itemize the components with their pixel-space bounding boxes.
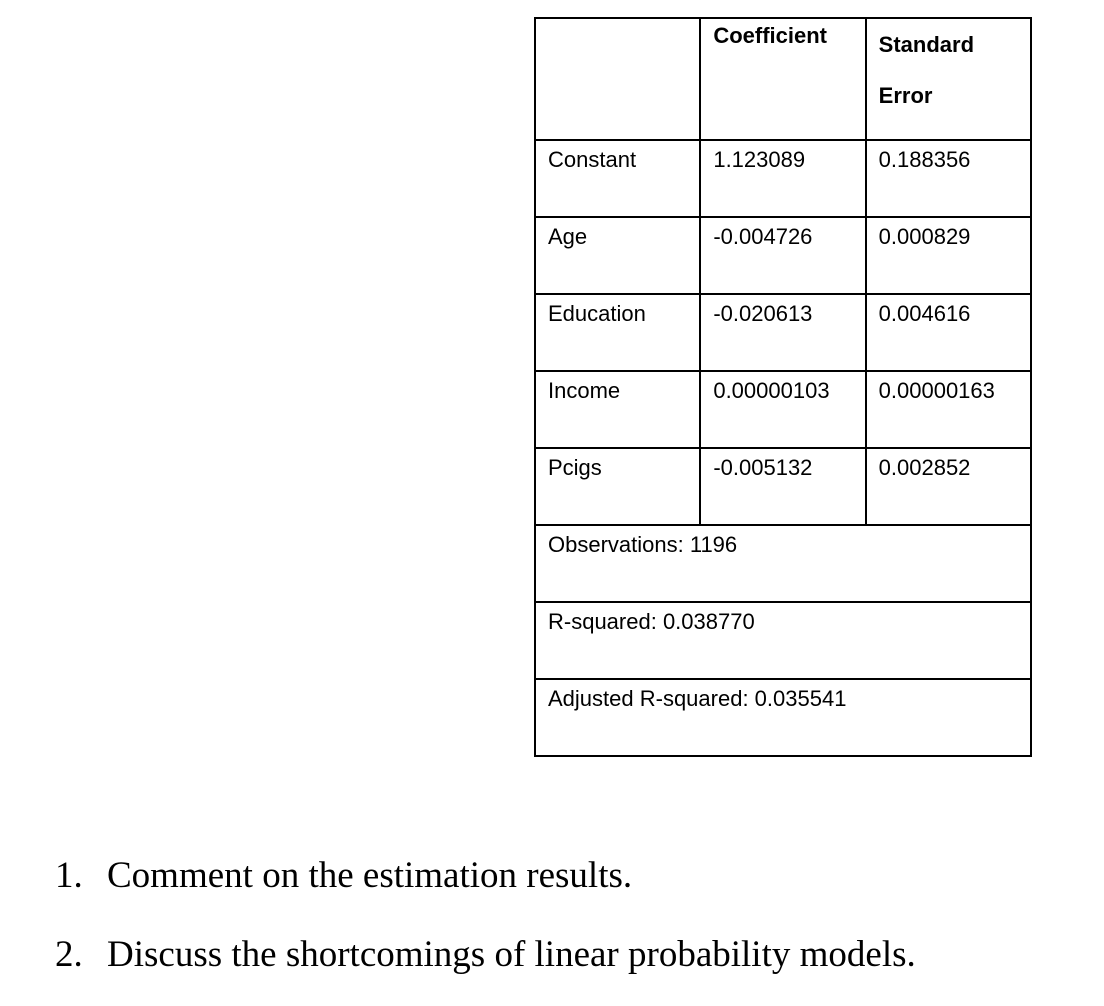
row-coefficient: -0.020613 bbox=[700, 294, 865, 371]
question-item bbox=[55, 848, 916, 927]
table-row bbox=[535, 448, 1031, 525]
row-variable: Age bbox=[535, 217, 700, 294]
question-text: Discuss the shortcomings of linear probability models. bbox=[107, 934, 916, 975]
adjusted-r-squared-value: Adjusted R-squared: 0.035541 bbox=[535, 679, 1031, 756]
row-standard-error: 0.004616 bbox=[866, 294, 1031, 371]
header-variable bbox=[535, 18, 700, 140]
observations-value: Observations: 1196 bbox=[535, 525, 1031, 602]
table-row bbox=[535, 217, 1031, 294]
question-number: 2. bbox=[55, 934, 83, 975]
question-item bbox=[55, 927, 916, 1006]
row-variable: Education bbox=[535, 294, 700, 371]
question-list bbox=[55, 848, 916, 1006]
row-coefficient: 1.123089 bbox=[700, 140, 865, 217]
question-number: 1. bbox=[55, 855, 83, 896]
header-coefficient: Coefficient bbox=[700, 18, 865, 140]
row-variable: Income bbox=[535, 371, 700, 448]
row-coefficient: 0.00000103 bbox=[700, 371, 865, 448]
row-standard-error: 0.002852 bbox=[866, 448, 1031, 525]
table-row bbox=[535, 140, 1031, 217]
stat-row-r-squared bbox=[535, 602, 1031, 679]
row-standard-error: 0.000829 bbox=[866, 217, 1031, 294]
row-standard-error: 0.188356 bbox=[866, 140, 1031, 217]
question-text: Comment on the estimation results. bbox=[107, 855, 633, 896]
r-squared-value: R-squared: 0.038770 bbox=[535, 602, 1031, 679]
header-standard-error: Standard Error bbox=[866, 18, 1031, 140]
row-standard-error: 0.00000163 bbox=[866, 371, 1031, 448]
stat-row-adjusted-r-squared bbox=[535, 679, 1031, 756]
table-header-row bbox=[535, 18, 1031, 140]
stat-row-observations bbox=[535, 525, 1031, 602]
table-row bbox=[535, 371, 1031, 448]
row-variable: Pcigs bbox=[535, 448, 700, 525]
row-coefficient: -0.005132 bbox=[700, 448, 865, 525]
row-coefficient: -0.004726 bbox=[700, 217, 865, 294]
regression-results-table bbox=[534, 17, 1032, 757]
row-variable: Constant bbox=[535, 140, 700, 217]
table-row bbox=[535, 294, 1031, 371]
